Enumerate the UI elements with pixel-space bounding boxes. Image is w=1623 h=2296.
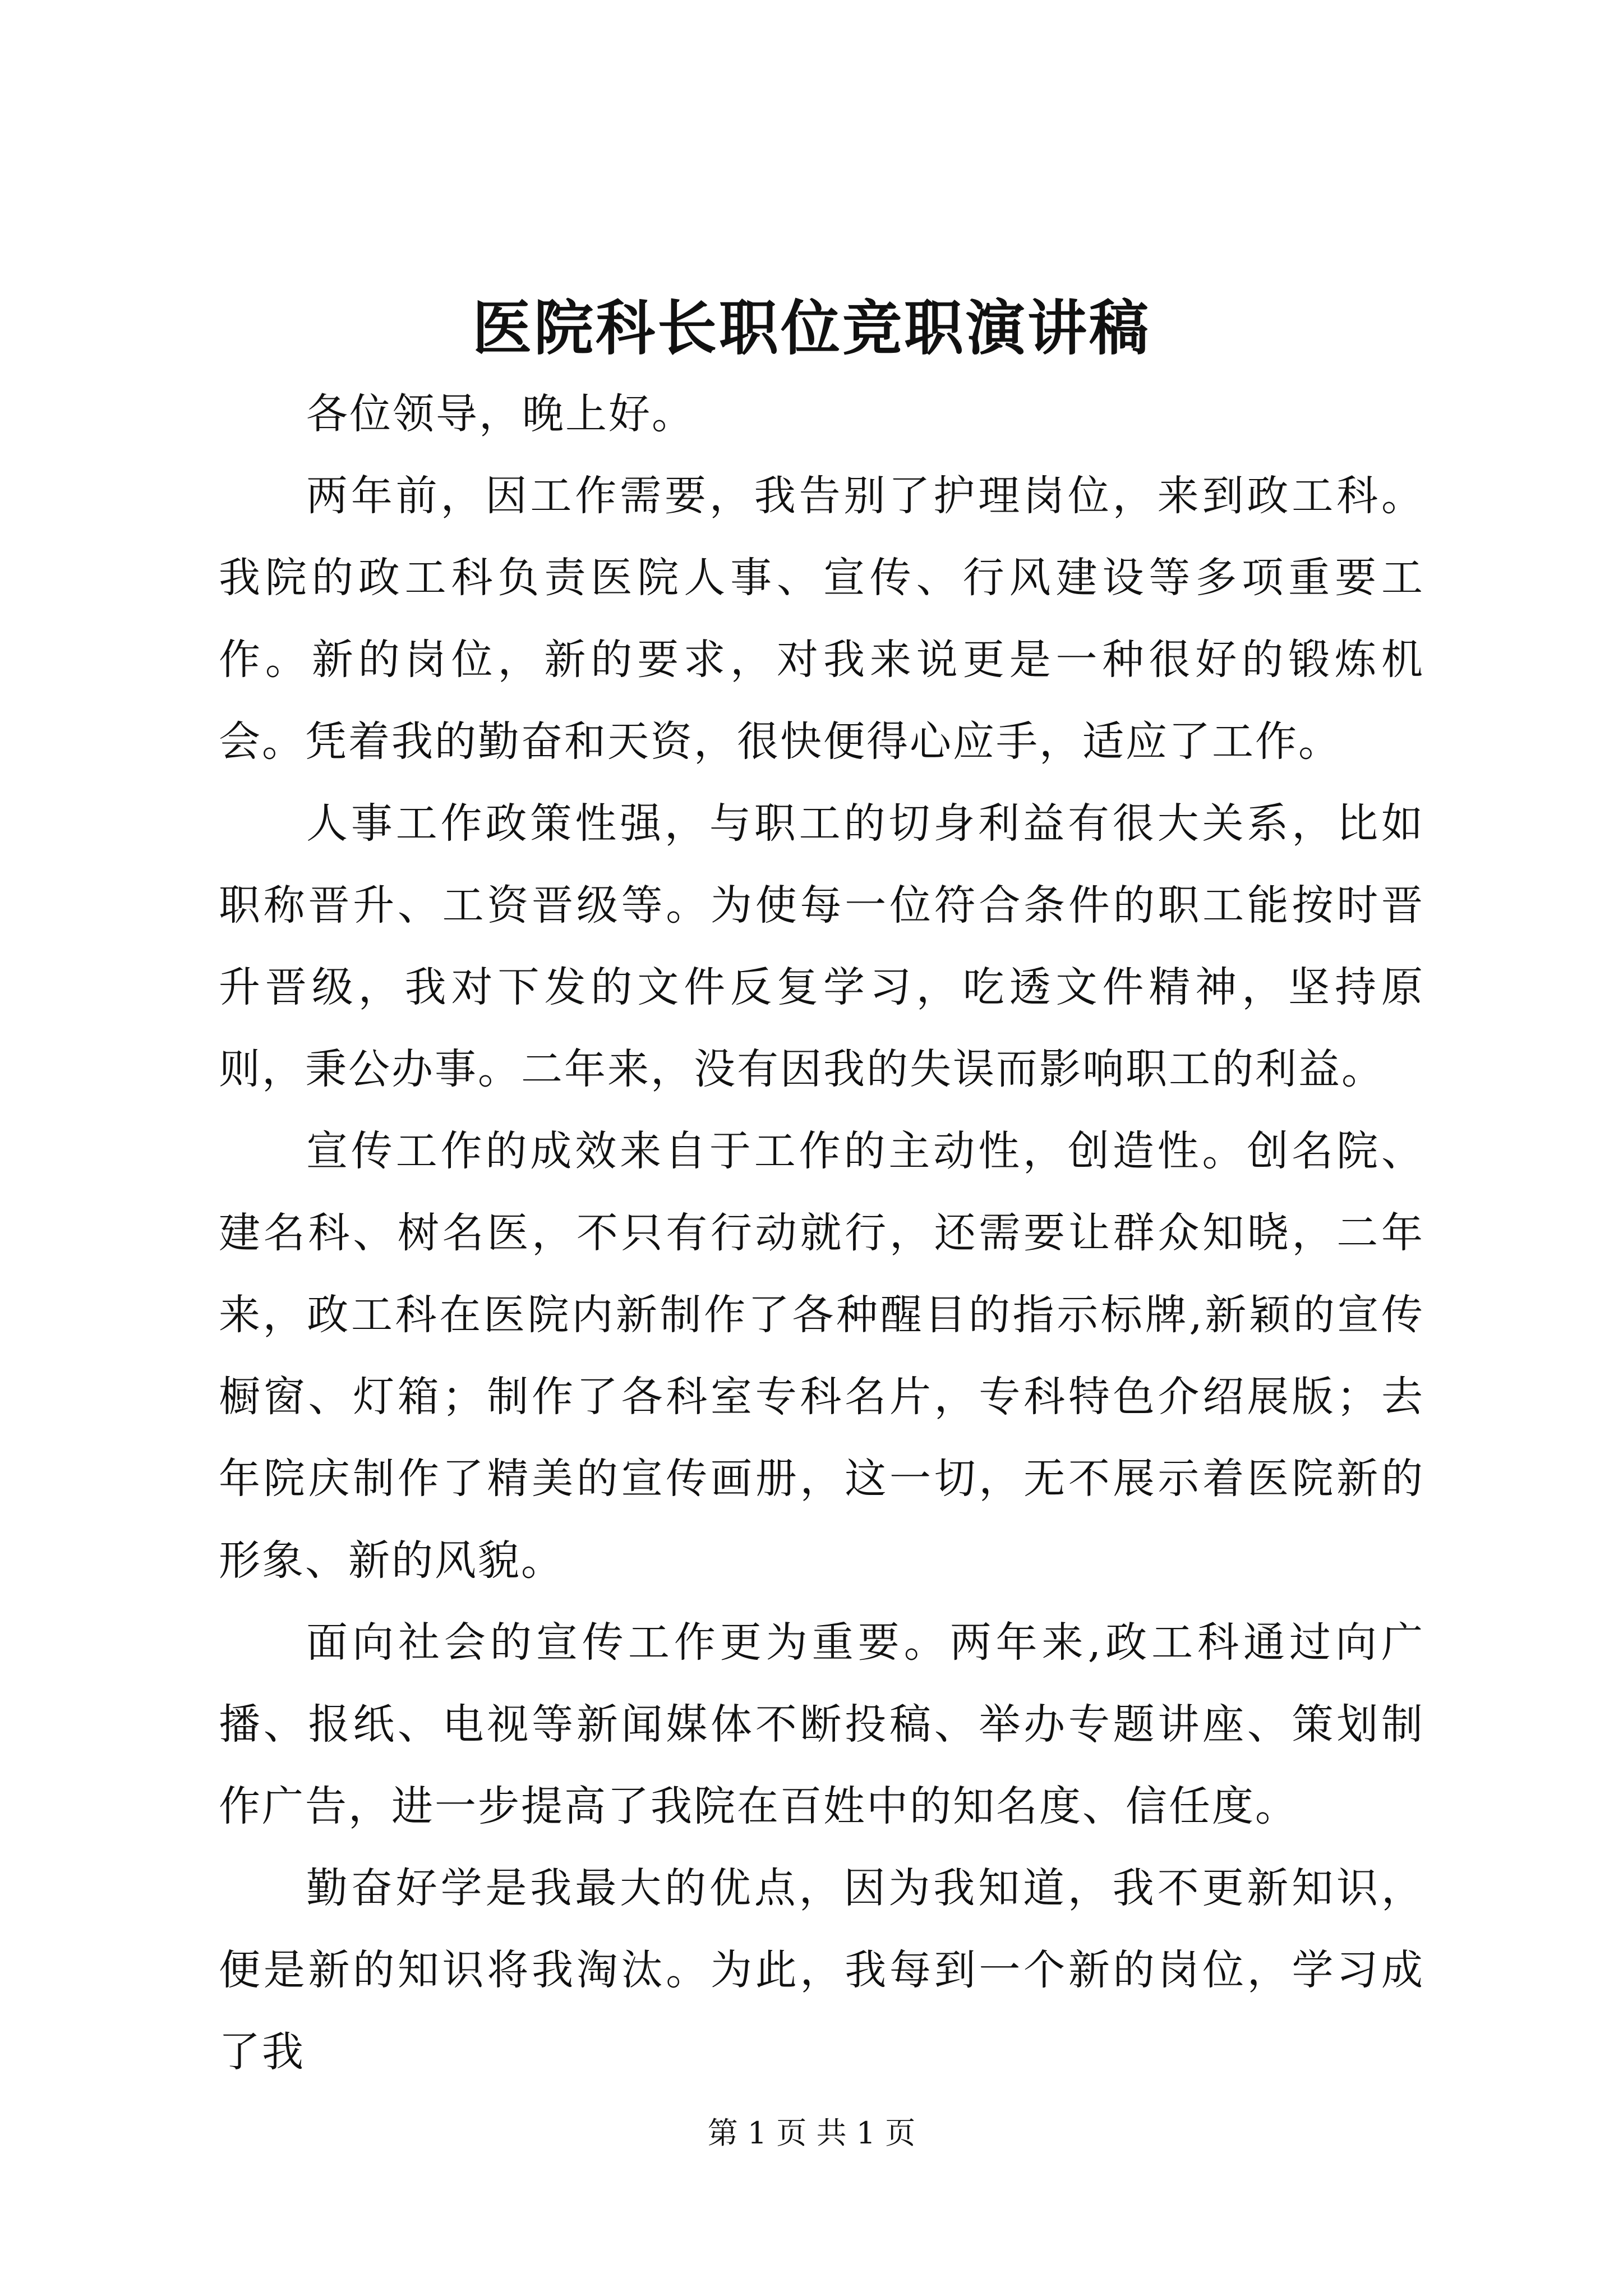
paragraph-personnel-work: 人事工作政策性强，与职工的切身利益有很大关系，比如职称晋升、工资晋级等。为使每一位符合条件的职工能按时晋升晋级，我对下发的文件反复学习，吃透文件精神，坚持原则，秉公办事。二年来，没有因我的失误而影响职工的利益。	[219, 799, 1424, 1093]
document-title: 医院科长职位竞职演讲稿	[472, 293, 1151, 363]
paragraph-learning: 勤奋好学是我最大的优点，因为我知道，我不更新知识，便是新的知识将我淘汰。为此，我每到一个新的岗位，学习成了我	[219, 1864, 1424, 2076]
paragraph-social-publicity: 面向社会的宣传工作更为重要。两年来,政工科通过向广播、报纸、电视等新闻媒体不断投稿、举办专题讲座、策划制作广告，进一步提高了我院在百姓中的知名度、信任度。	[219, 1618, 1424, 1830]
page-footer: 第 1 页 共 1 页	[707, 2115, 916, 2151]
document-body	[219, 373, 1424, 2093]
paragraph-publicity-work: 宣传工作的成效来自于工作的主动性，创造性。创名院、建名科、树名医，不只有行动就行，还需要让群众知晓，二年来，政工科在医院内新制作了各种醒目的指示标牌,新颖的宣传橱窗、灯箱；制作了各科室专科名片，专科特色介绍展版；去年院庆制作了精美的宣传画册，这一切，无不展示着医院新的形象、新的风貌。	[219, 1127, 1424, 1585]
paragraph-greeting: 各位领导，晚上好。	[306, 390, 695, 438]
paragraph-background: 两年前，因工作需要，我告别了护理岗位，来到政工科。我院的政工科负责医院人事、宣传、行风建设等多项重要工作。新的岗位，新的要求，对我来说更是一种很好的锻炼机会。凭着我的勤奋和天资，很快便得心应手，适应了工作。	[219, 472, 1424, 766]
